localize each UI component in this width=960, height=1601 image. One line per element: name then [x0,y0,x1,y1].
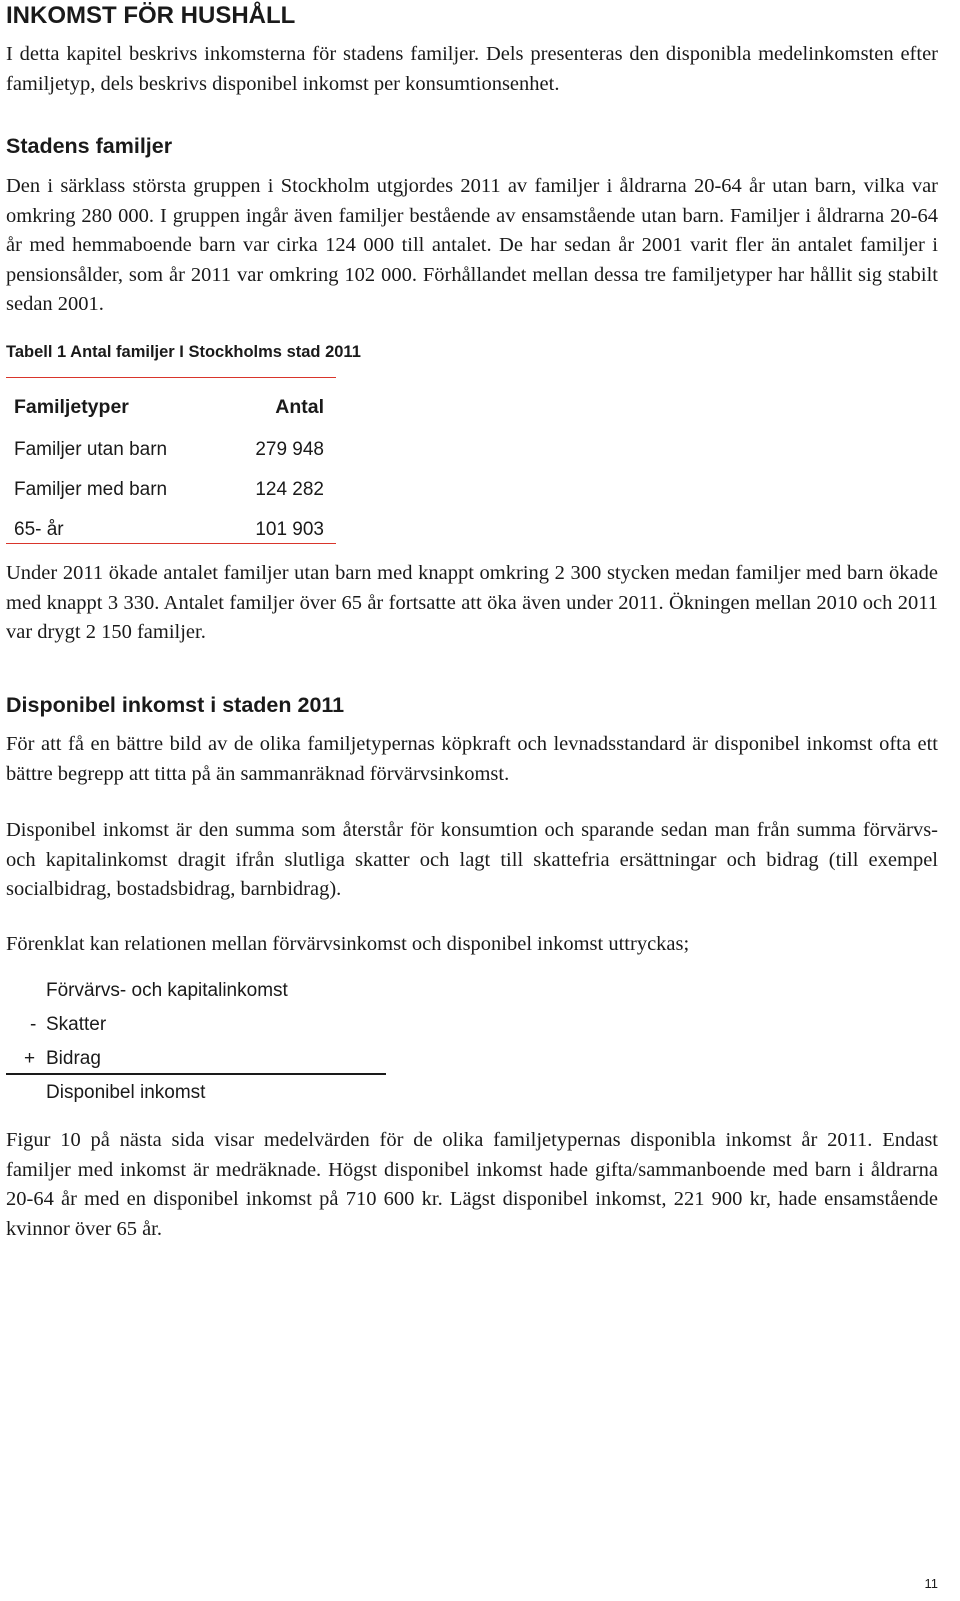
final-paragraph: Figur 10 på nästa sida visar medelvärden för de olika familjetypernas disponibla inkomst år 2011. Endast familjer med inkomst är medräknade. Högst disponibel inkomst hade gifta/sammanboende med barn i åldrarna 20-64 år med en disponibel inkomst på 710 600 kr. Lägst disponibel inkomst, 221 900 kr, hade ensamstående kvinnor över 65 år. [6,1129,938,1240]
income-paragraph-2: Disponibel inkomst är den summa som återstår för konsumtion och sparande sedan man från summa förvärvs- och kapitalinkomst dragit ifrån slutliga skatter och lagt till skattefria ersättningar och bidrag (till exempel socialbidrag, bostadsbidrag, barnbidrag). [6,819,938,900]
table-cell-name: 65- år [14,519,64,540]
formula-plus-sign: + [24,1048,36,1069]
table-header-row [14,396,332,422]
income-paragraph-1: För att få en bättre bild av de olika familjetypernas köpkraft och levnadsstandard är disponibel inkomst ofta ett bättre begrepp att titta på än sammanräknad förvärvsinkomst. [6,733,938,785]
table-header-name: Familjetyper [14,396,129,418]
formula-line-income: Förvärvs- och kapitalinkomst [46,980,288,1001]
formula-line-result: Disponibel inkomst [46,1082,206,1103]
formula-line-benefits: Bidrag [46,1048,101,1069]
table-cell-name: Familjer utan barn [14,439,168,460]
table-cell-name: Familjer med barn [14,479,168,500]
intro-paragraph: I detta kapitel beskrivs inkomsterna för stadens familjer. Dels presenteras den disponibla medelinkomsten efter familjetyp, dels beskrivs disponibel inkomst per konsumtionsenhet. [6,43,938,95]
table-header-value: Antal [275,396,324,418]
section-title-families: Stadens familjer [6,134,173,158]
section-title-disposable-income: Disponibel inkomst i staden 2011 [6,693,345,717]
after-table-paragraph: Under 2011 ökade antalet familjer utan barn med knappt omkring 2 300 stycken medan familjer med barn ökade med knappt 3 330. Antalet familjer över 65 år fortsatte att öka även under 2011. Ökningen mellan 2010 och 2011 var drygt 2 150 familjer. [6,562,938,643]
formula-sum-rule [6,1073,386,1075]
table-row [14,519,332,545]
families-paragraph: Den i särklass största gruppen i Stockholm utgjordes 2011 av familjer i åldrarna 20-64 år utan barn, vilka var omkring 280 000. I gruppen ingår även familjer bestående av ensamstående utan barn. Familjer i åldrarna 20-64 år med hemmaboende barn var cirka 124 000 till antalet. De har sedan år 2001 varit fler än antalet familjer i pensionsålder, som år 2011 var omkring 102 000. Förhållandet mellan dessa tre familjetyper har hållit sig stabilt sedan 2001. [6,175,938,315]
chapter-heading: INKOMST FÖR HUSHÅLL [6,2,296,29]
income-paragraph-3: Förenklat kan relationen mellan förvärvsinkomst och disponibel inkomst uttryckas; [6,933,690,955]
table-cell-value: 124 282 [255,479,324,500]
table-row [14,479,332,505]
table-bottom-rule [6,543,336,544]
table-cell-value: 279 948 [255,439,324,460]
table-cell-value: 101 903 [255,519,324,540]
formula-line-taxes: Skatter [46,1014,107,1035]
formula-minus-sign: - [30,1014,37,1035]
table-top-rule [6,377,336,378]
page-number: 11 [924,1576,938,1591]
table-row [14,439,332,465]
table-caption: Tabell 1 Antal familjer I Stockholms stad 2011 [6,343,361,361]
